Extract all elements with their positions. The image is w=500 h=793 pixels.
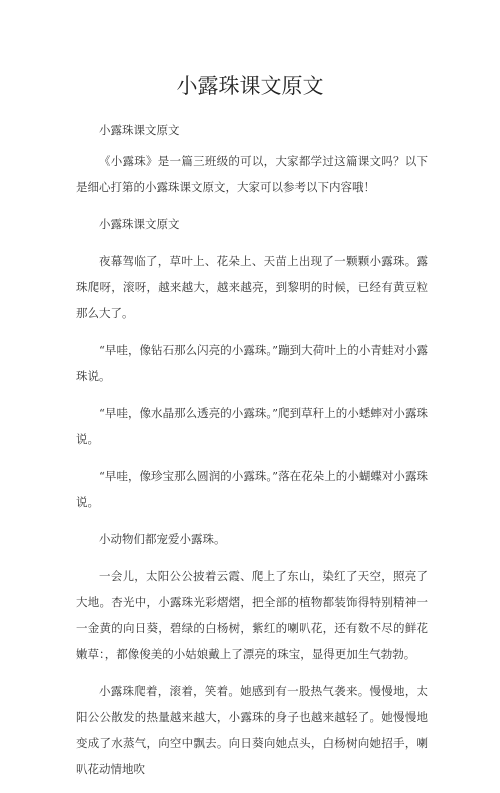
paragraph-intro: 《小露珠》是一篇三班级的可以，大家都学过这篇课文吗？以下是细心打第的小露珠课文原文，大家可以参考以下内容哦！	[76, 154, 428, 194]
paragraph: “早哇，像珍宝那么圆润的小露珠。”落在花朵上的小蝴蝶对小露珠说。	[76, 469, 428, 509]
document-title: 小露珠课文原文	[176, 74, 324, 98]
paragraph: 小露珠爬着，滚着，笑着。她感到有一股热气袭来。慢慢地，太阳公公散发的热量越来越大，小露珠的身子也越来越轻了。她慢慢地变成了水蒸气，向空中飘去。向日葵向她点头，白杨树向她招手，喇叭花动情地吹	[76, 684, 428, 776]
paragraph: 夜幕驾临了，草叶上、花朵上、天苗上出现了一颗颗小露珠。露珠爬呀，滚呀，越来越大，越来越亮，到黎明的时候，已经有黄豆粒那么大了。	[76, 254, 428, 320]
paragraph: 一会儿，太阳公公披着云霞、爬上了东山，染红了天空，照亮了大地。杏光中，小露珠光彩熠熠，把全部的植物都装饰得特别精神一一金黄的向日葵，碧绿的白杨树，紫红的喇叭花，还有数不尽的鲜花嫩草：，都像俊美的小姑娘戴上了漂亮的珠宝，显得更加生气勃勃。	[76, 569, 428, 661]
paragraph: 小动物们都宠爱小露珠。	[99, 532, 226, 546]
paragraph: “早哇，像水晶那么透亮的小露珠。”爬到草秆上的小蟋蟀对小露珠说。	[76, 406, 428, 446]
paragraph-subheading: 小露珠课文原文	[99, 217, 180, 231]
paragraph-heading: 小露珠课文原文	[99, 123, 180, 137]
paragraph: “早哇，像钻石那么闪亮的小露珠。”蹦到大荷叶上的小青蛙对小露珠说。	[76, 343, 428, 383]
document-body	[76, 117, 428, 793]
